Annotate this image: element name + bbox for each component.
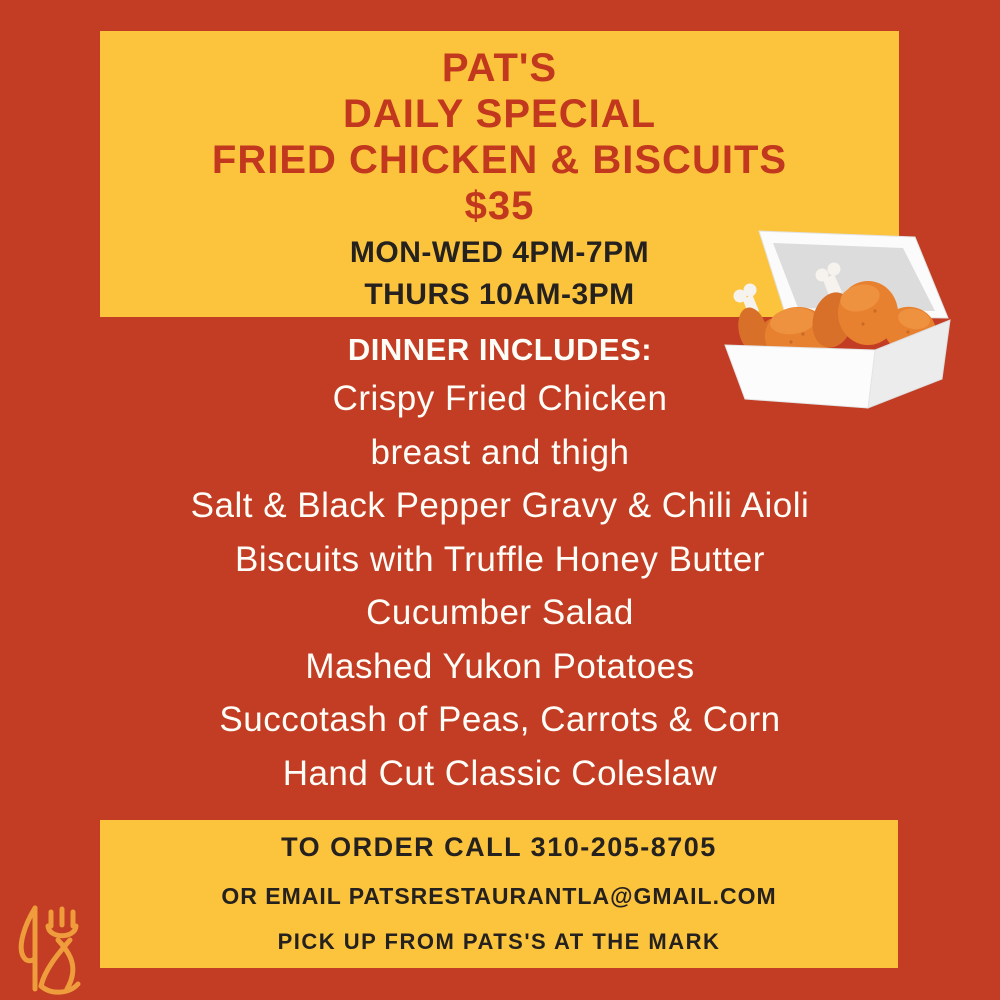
menu-item: breast and thigh (370, 432, 630, 472)
special-label: DAILY SPECIAL (342, 92, 657, 136)
order-phone-line: TO ORDER CALL 310-205-8705 (281, 832, 717, 862)
menu-item: Crispy Fried Chicken (332, 379, 668, 418)
menu-item: Hand Cut Classic Coleslaw (282, 753, 718, 793)
pickup-location-line: PICK UP FROM PATS'S AT THE MARK (277, 929, 721, 954)
menu-item: Biscuits with Truffle Honey Butter (235, 539, 765, 579)
menu-list (0, 372, 1000, 800)
dish-name: FRIED CHICKEN & BISCUITS (211, 138, 788, 182)
order-email-line: OR EMAIL PATSRESTAURANTLA@GMAIL.COM (221, 883, 777, 909)
menu-section (0, 334, 1000, 800)
hours-mon-wed: MON-WED 4PM-7PM (349, 236, 650, 269)
hours-thurs: THURS 10AM-3PM (364, 278, 635, 311)
menu-item: Succotash of Peas, Carrots & Corn (219, 700, 781, 739)
menu-heading: DINNER INCLUDES: (347, 332, 653, 367)
knife-and-fork-icon (14, 901, 92, 996)
menu-item: Mashed Yukon Potatoes (305, 646, 695, 686)
headline (100, 31, 899, 229)
menu-item: Cucumber Salad (366, 593, 634, 632)
price: $35 (464, 184, 535, 228)
menu-item: Salt & Black Pepper Gravy & Chili Aioli (190, 486, 810, 525)
restaurant-name: PAT'S (441, 46, 558, 90)
footer-banner (100, 820, 898, 968)
